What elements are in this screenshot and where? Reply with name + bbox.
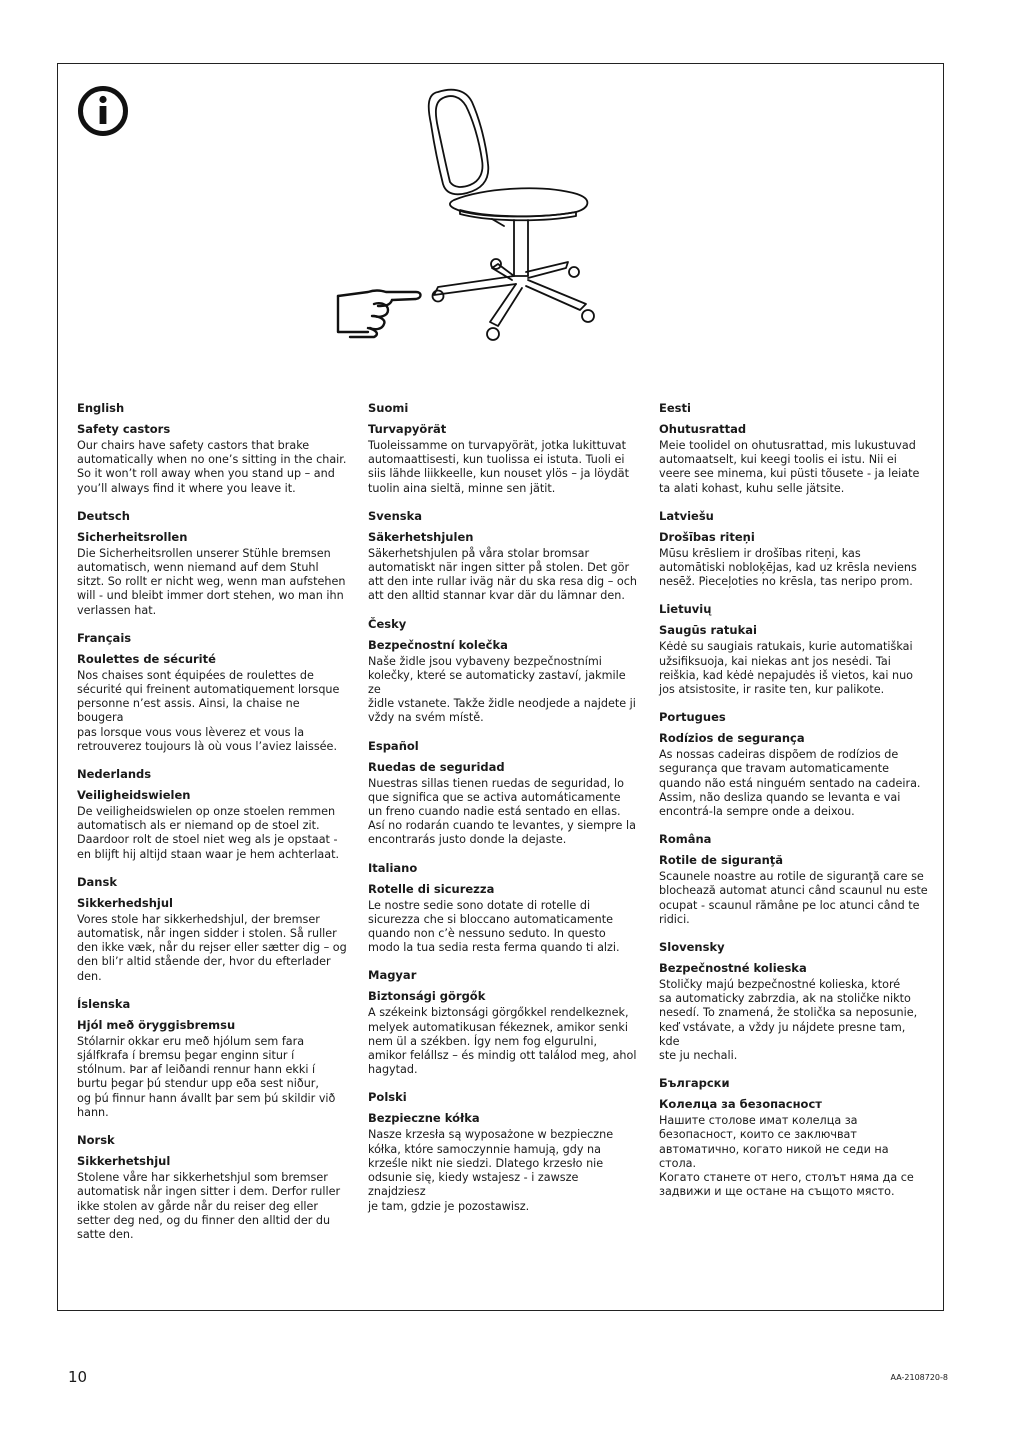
pointing-hand-icon <box>338 291 421 338</box>
language-section-no <box>77 1133 347 1242</box>
language-section-es <box>368 739 638 848</box>
language-name: Italiano <box>368 860 418 875</box>
section-body: Nos chaises sont équipées de roulettes de sécurité qui freinent automatiquement lorsque personne n’est assis. Ainsi, la chaise ne bougera pas lorsque vous vous lèverez et vous la retrouverez toujours là où vous l’aviez laissée. <box>77 668 340 753</box>
section-heading: Ohutusrattad <box>659 422 747 436</box>
section-body: Naše židle jsou vybaveny bezpečnostními kolečky, které se automaticky zastaví, jakmile ze židle vstanete. Takže židle neodjede a najdete ji vždy na svém místě. <box>368 654 636 725</box>
page-number: 10 <box>68 1368 88 1386</box>
section-body: Vores stole har sikkerhedshjul, der bremser automatisk, når ingen sidder i stolen. Så ruller den ikke væk, når du rejser eller sætter dig – og den bli’r altid stående der, hvor du efterlader den. <box>77 912 347 983</box>
text-column-1 <box>77 401 347 1255</box>
section-body: Kėdė su saugiais ratukais, kurie automatiškai užsifiksuoja, kai niekas ant jos nesėdi. Tai reiškia, kad kėdė nepajudės iš vietos, kai nuo jos atsistosite, ir rasite ten, kur palikote. <box>659 640 914 697</box>
language-name: Español <box>368 738 419 753</box>
language-name: Íslenska <box>77 996 131 1011</box>
language-name: Româna <box>659 832 712 847</box>
section-body: Meie toolidel on ohutusrattad, mis lukustuvad automaatselt, kui keegi toolis ei istu. Nii ei veere see minema, kui püsti tõusete - ja leiate ta alati kohast, kuhu selle jätsite. <box>659 439 920 495</box>
language-section-sk <box>659 940 929 1063</box>
section-heading: Turvapyörät <box>368 422 447 436</box>
section-body: Le nostre sedie sono dotate di rotelle di sicurezza che si bloccano automaticamente quando non c’è nessuno seduto. In questo modo la tua sedia resta ferma quando ti alzi. <box>368 898 620 955</box>
language-name: Deutsch <box>77 508 130 523</box>
language-section-is <box>77 997 347 1120</box>
section-heading: Säkerhetshjulen <box>368 529 474 544</box>
section-heading: Sikkerhedshjul <box>77 895 174 910</box>
section-body: Our chairs have safety castors that brake automatically when no one’s sitting in the chair. So it won’t roll away when you stand up – and you’ll always find it where you leave it. <box>77 439 347 495</box>
section-body: A székeink biztonsági görgőkkel rendelkeznek, melyek automatikusan fékeznek, amikor senki nem ül a székben. Így nem fog elgurulni, amikor felállsz – és mindig ott találod meg, ahol hagytad. <box>368 1006 637 1077</box>
section-heading: Saugūs ratukai <box>659 623 757 638</box>
section-heading: Rotelle di sicurezza <box>368 881 495 896</box>
castor <box>433 291 444 302</box>
language-name: Dansk <box>77 874 117 889</box>
section-body: Нашите столове имат колелца за безопасност, които се заключват автоматично, когато никой не седи на стола. Когато станете от него, столът няма да се задвижи и ще остане на същото място. <box>659 1114 914 1199</box>
language-name: Slovensky <box>659 940 725 955</box>
section-heading: Колелца за безопасност <box>659 1097 822 1112</box>
section-heading: Bezpečnostné kolieska <box>659 961 807 976</box>
language-section-ro <box>659 832 929 927</box>
language-name: Lietuvių <box>659 602 712 617</box>
language-section-hu <box>368 968 638 1077</box>
language-name: Latviešu <box>659 508 714 523</box>
section-body: De veiligheidswielen op onze stoelen remmen automatisch als er niemand op de stoel zit. Daardoor rolt de stoel niet weg als je opstaat - en blijft hij altijd staan waar je hem achterlaat. <box>77 805 340 861</box>
section-heading: Hjól með öryggisbremsu <box>77 1017 236 1032</box>
castor <box>491 259 501 269</box>
section-body: Stoličky majú bezpečnostné kolieska, ktoré sa automaticky zabrzdia, ak na stoličke nikto nesedí. To znamená, že stolička sa neposunie, keď vstávate, a vždy ju nájdete presne tam, kde ste ju nechali. <box>659 978 918 1063</box>
section-body: Scaunele noastre au rotile de siguranţă care se blochează automat atunci când scaunul nu este ocupat - scaunul rămâne pe loc atunci când te ridici. <box>659 870 928 926</box>
section-body: Mūsu krēsliem ir drošības riteņi, kas automātiski nobloķējas, kad uz krēsla neviens nesēž. Pieceļoties no krēsla, tas neripo prom. <box>659 546 917 589</box>
language-section-cs <box>368 617 638 726</box>
section-body: Die Sicherheitsrollen unserer Stühle bremsen automatisch, wenn niemand auf dem Stuhl sitzt. So rollt er nicht weg, wenn man aufstehen will - und bleibt immer dort stehen, wo man ihn verlassen hat. <box>77 546 346 617</box>
section-heading: Bezpieczne kółka <box>368 1111 480 1126</box>
castor <box>487 328 499 340</box>
language-name: Български <box>659 1076 730 1091</box>
language-section-en <box>77 401 347 496</box>
language-section-pl <box>368 1090 638 1213</box>
language-section-de <box>77 509 347 618</box>
language-section-da <box>77 875 347 984</box>
language-name: Français <box>77 630 132 645</box>
castor <box>569 267 579 277</box>
language-name: Polski <box>368 1090 407 1105</box>
section-body: Nasze krzesła są wyposażone w bezpieczne kółka, które samoczynnie hamują, gdy na krześle nikt nie siedzi. Dlatego krzesło nie odsunie się, kiedy wstajesz - i zawsze znajdziesz je tam, gdzie je pozostawisz. <box>368 1128 614 1213</box>
language-name: Portugues <box>659 710 726 725</box>
language-section-bg <box>659 1076 929 1199</box>
text-column-2 <box>368 401 638 1227</box>
section-body: As nossas cadeiras dispõem de rodízios de segurança que travam automaticamente quando não está ninguém sentado na cadeira. Assim, não desliza quando se levanta e vai encontrá-la sempre onde a deixou. <box>659 748 921 819</box>
text-column-3 <box>659 401 929 1213</box>
section-heading: Sicherheitsrollen <box>77 529 188 544</box>
section-heading: Biztonsági görgők <box>368 989 486 1004</box>
language-name: Magyar <box>368 968 417 983</box>
section-body: Stólarnir okkar eru með hjólum sem fara sjálfkrafa í bremsu þegar enginn situr í stólnum. Þar af leiðandi rennur hann ekki í burtu þegar þú stendur upp eða sest niður, og þú finnur hann ávallt þar sem þú skildir við hann. <box>77 1034 336 1119</box>
section-heading: Ruedas de seguridad <box>368 759 505 774</box>
language-section-pt <box>659 710 929 819</box>
language-section-it <box>368 861 638 956</box>
section-body: Stolene våre har sikkerhetshjul som bremser automatisk når ingen sitter i dem. Derfor ruller ikke stolen av gårde når du reiser deg eller setter deg ned, og du finner den alltid der du satte den. <box>77 1171 341 1241</box>
section-heading: Rodízios de segurança <box>659 731 805 746</box>
language-section-fr <box>77 631 347 754</box>
section-body: Säkerhetshjulen på våra stolar bromsar automatiskt när ingen sitter på stolen. Det gör att den inte rullar iväg när du ska resa dig – och att den alltid stannar kvar där du lämnar den. <box>368 546 637 603</box>
info-icon <box>77 85 129 137</box>
castor <box>582 310 594 322</box>
section-heading: Veiligheidswielen <box>77 788 191 803</box>
language-name: English <box>77 401 125 415</box>
language-section-et <box>659 401 929 496</box>
language-name: Norsk <box>77 1133 115 1148</box>
language-name: Nederlands <box>77 767 152 782</box>
language-section-sv <box>368 509 638 604</box>
document-code: AA-2108720-8 <box>890 1373 948 1382</box>
section-body: Nuestras sillas tienen ruedas de seguridad, lo que significa que se activa automáticamente un freno cuando nadie está sentado en ellas. Así no rodarán cuando te levantes, y siempre la encontrarás justo donde la dejaste. <box>368 776 636 847</box>
section-body: Tuoleissamme on turvapyörät, jotka lukittuvat automaattisesti, kun tuolissa ei istuta. Tuoli ei siis lähde liikkeelle, kun nouset ylös – ja löydät tuolin aina sieltä, minne sen jätit. <box>368 439 629 495</box>
section-heading: Roulettes de sécurité <box>77 651 216 666</box>
language-section-lv <box>659 509 929 590</box>
section-heading: Sikkerhetshjul <box>77 1154 171 1169</box>
chair-illustration <box>330 84 630 354</box>
language-name: Česky <box>368 616 407 631</box>
language-section-fi <box>368 401 638 496</box>
language-section-lt <box>659 602 929 697</box>
section-heading: Safety castors <box>77 422 171 436</box>
section-heading: Drošības riteņi <box>659 529 755 544</box>
section-heading: Rotile de siguranţă <box>659 853 784 868</box>
language-name: Eesti <box>659 401 691 415</box>
chair-base <box>434 276 516 295</box>
language-section-nl <box>77 767 347 862</box>
language-name: Suomi <box>368 401 409 415</box>
section-heading: Bezpečnostní kolečka <box>368 637 508 652</box>
language-name: Svenska <box>368 508 423 523</box>
